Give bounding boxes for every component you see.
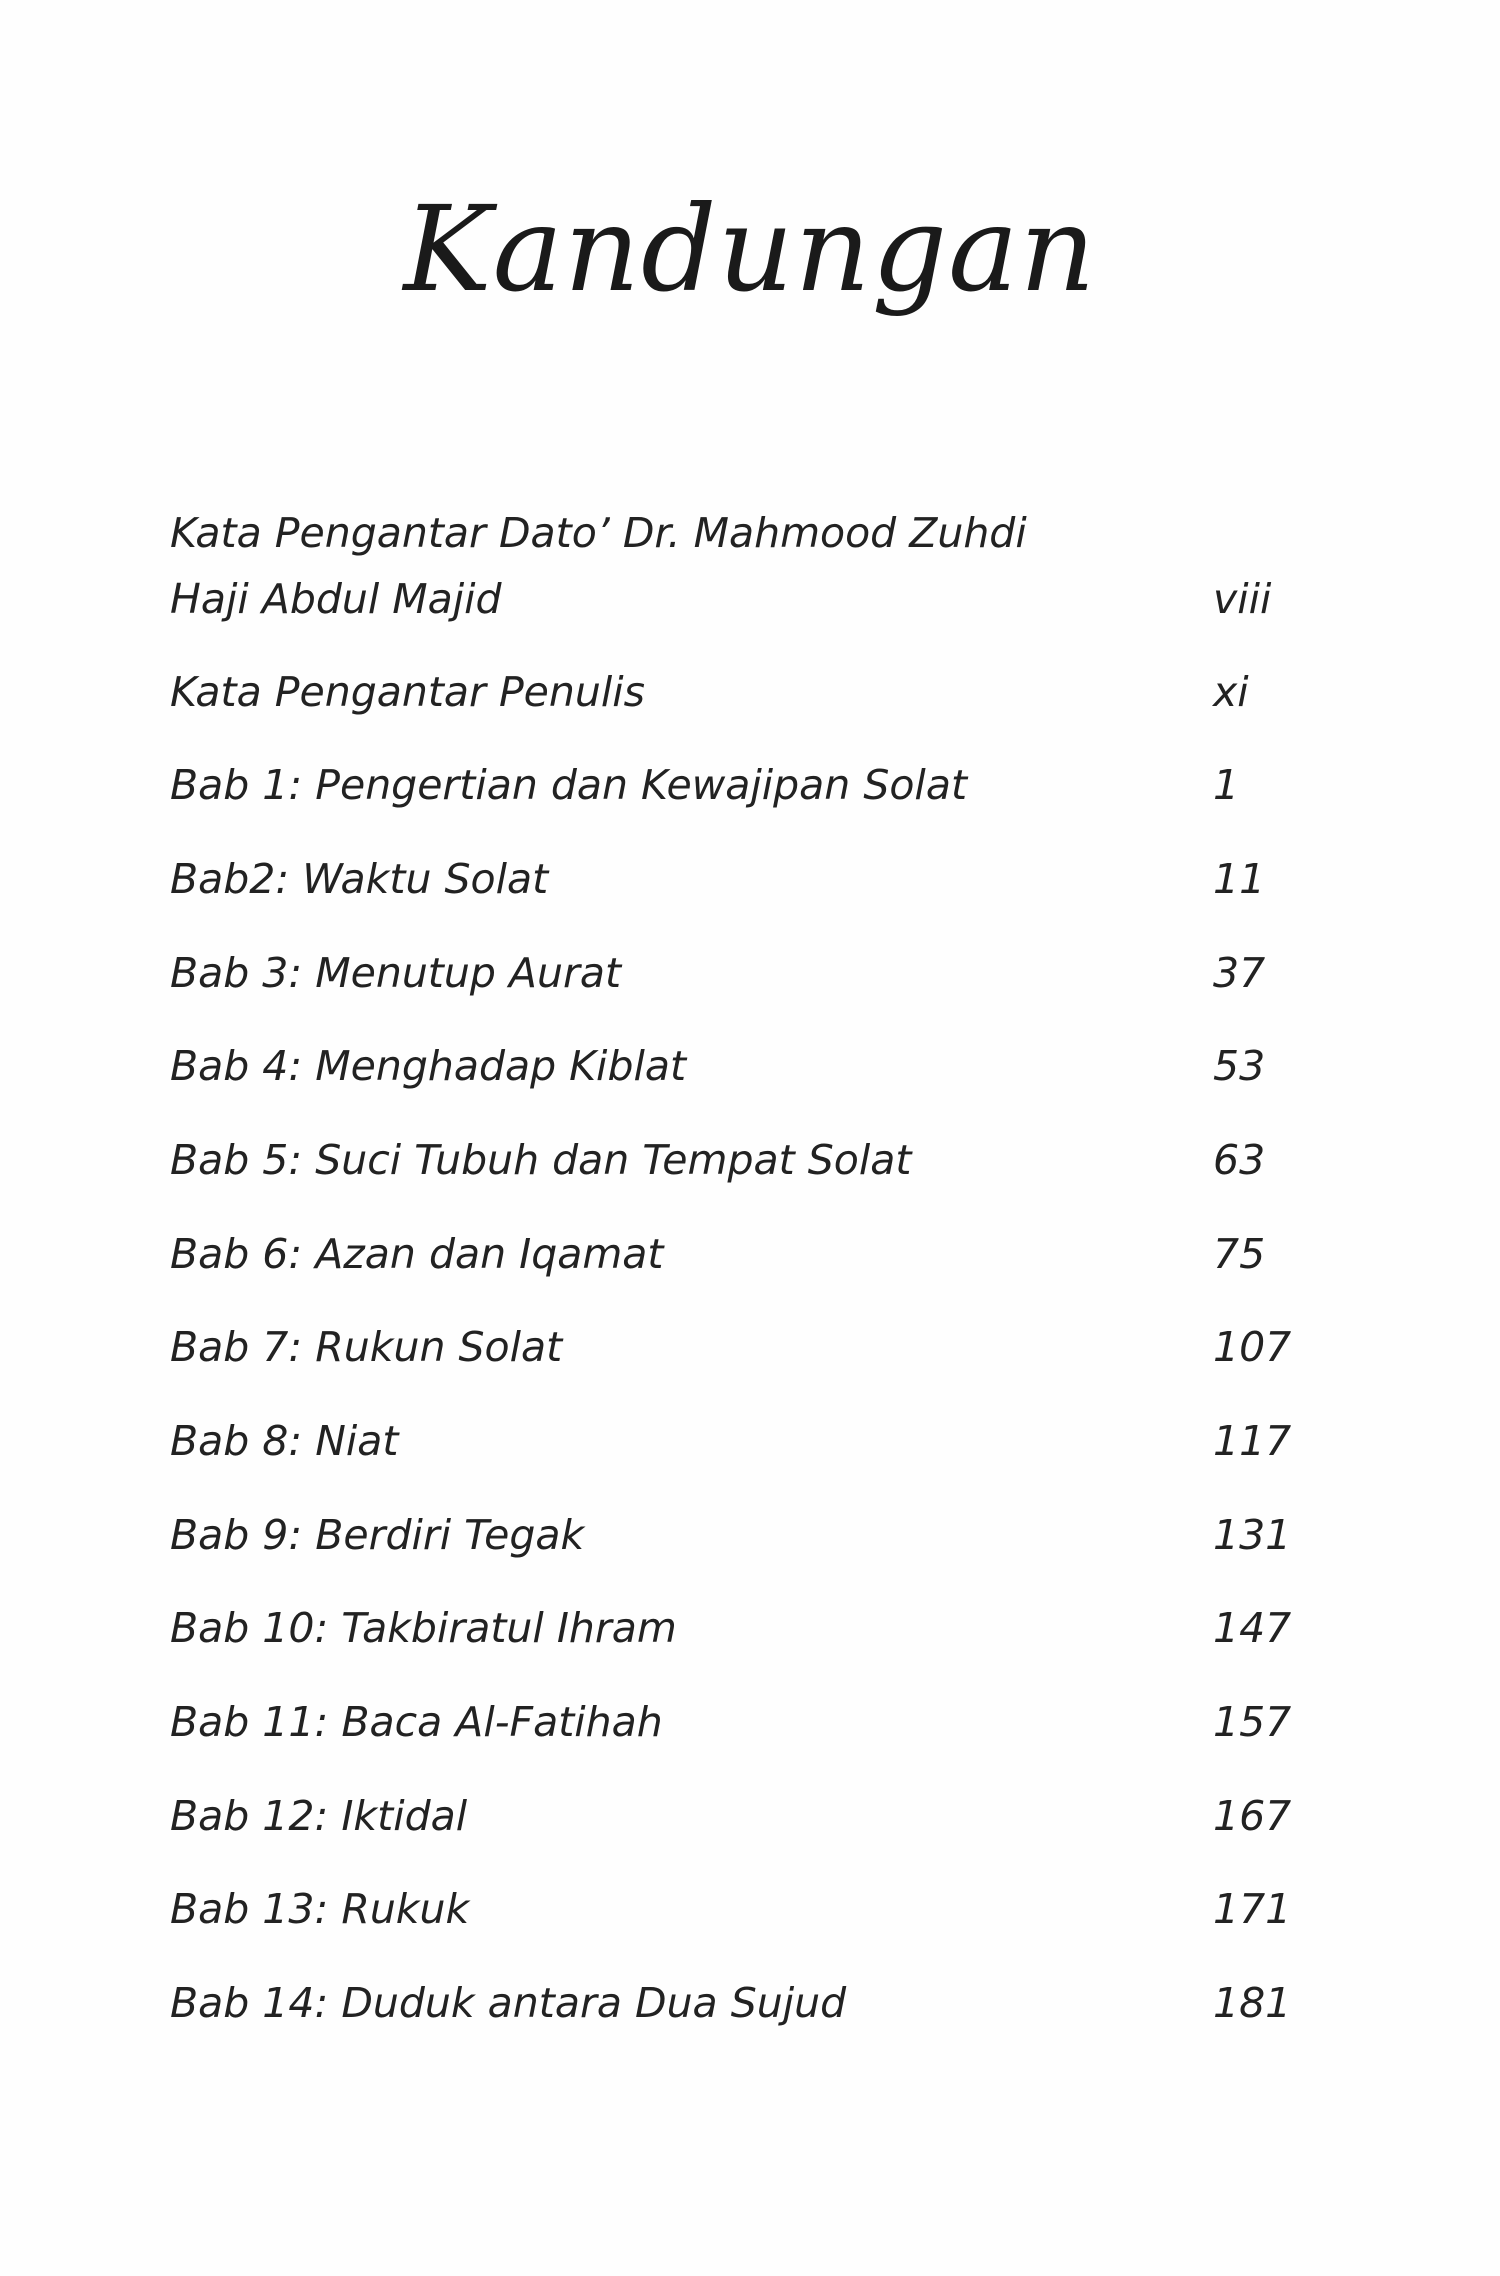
toc-entry-label: Bab 3: Menutup Aurat xyxy=(170,949,622,997)
toc-entry-page: 181 xyxy=(1213,1979,1292,2027)
toc-entry-page: viii xyxy=(1213,575,1272,623)
toc-entry-label: Bab 13: Rukuk xyxy=(170,1885,470,1933)
toc-entry-label: Bab 4: Menghadap Kiblat xyxy=(170,1042,687,1090)
toc-entry xyxy=(170,1783,1290,1849)
toc-entry-page: 171 xyxy=(1213,1885,1292,1933)
toc-entry xyxy=(170,1689,1290,1755)
toc-entry-label: Bab 8: Niat xyxy=(170,1417,399,1465)
toc-entry-page: xi xyxy=(1213,668,1249,716)
toc-entry-label: Bab2: Waktu Solat xyxy=(170,855,549,903)
toc-entry-label: Bab 1: Pengertian dan Kewajipan Solat xyxy=(170,761,968,809)
toc-entry-label: Bab 10: Takbiratul Ihram xyxy=(170,1604,677,1652)
toc-entry xyxy=(170,1595,1290,1661)
toc-entry-page: 11 xyxy=(1213,855,1266,903)
toc-entry xyxy=(170,752,1290,818)
toc-entry-label: Kata Pengantar Dato’ Dr. Mahmood Zuhdi Haji Abdul Majid xyxy=(170,509,1027,623)
toc-entry-page: 53 xyxy=(1213,1042,1266,1090)
toc-entry xyxy=(170,1876,1290,1942)
toc-entry-page: 167 xyxy=(1213,1792,1292,1840)
toc-entry-page: 1 xyxy=(1213,761,1240,809)
toc-entry xyxy=(170,1502,1290,1568)
toc-entry-page: 117 xyxy=(1213,1417,1292,1465)
toc-entry xyxy=(170,1970,1290,2036)
toc-entry-label: Bab 6: Azan dan Iqamat xyxy=(170,1230,664,1278)
toc-entry-label: Kata Pengantar Penulis xyxy=(170,668,646,716)
toc-entry-page: 131 xyxy=(1213,1511,1292,1559)
toc-entry xyxy=(170,1127,1290,1193)
toc-entry-label: Bab 9: Berdiri Tegak xyxy=(170,1511,585,1559)
toc-entry xyxy=(170,500,1290,632)
toc-entry-page: 63 xyxy=(1213,1136,1266,1184)
toc-entry-label: Bab 7: Rukun Solat xyxy=(170,1323,563,1371)
page-title: Kandungan xyxy=(403,180,1097,318)
toc-entry-page: 37 xyxy=(1213,949,1266,997)
toc-entry xyxy=(170,1221,1290,1287)
toc-entry xyxy=(170,659,1290,725)
toc-entry-page: 157 xyxy=(1213,1698,1292,1746)
toc-entry-label: Bab 5: Suci Tubuh dan Tempat Solat xyxy=(170,1136,912,1184)
toc-entry-page: 107 xyxy=(1213,1323,1292,1371)
toc-entry xyxy=(170,1033,1290,1099)
toc-entry-label: Bab 11: Baca Al-Fatihah xyxy=(170,1698,663,1746)
toc-entry xyxy=(170,846,1290,912)
toc-entry xyxy=(170,940,1290,1006)
toc-entry-label: Bab 12: Iktidal xyxy=(170,1792,468,1840)
toc-entry xyxy=(170,1408,1290,1474)
toc-entry-label: Bab 14: Duduk antara Dua Sujud xyxy=(170,1979,847,2027)
toc-entry xyxy=(170,1314,1290,1380)
toc-entry-page: 147 xyxy=(1213,1604,1292,1652)
toc-entry-page: 75 xyxy=(1213,1230,1266,1278)
